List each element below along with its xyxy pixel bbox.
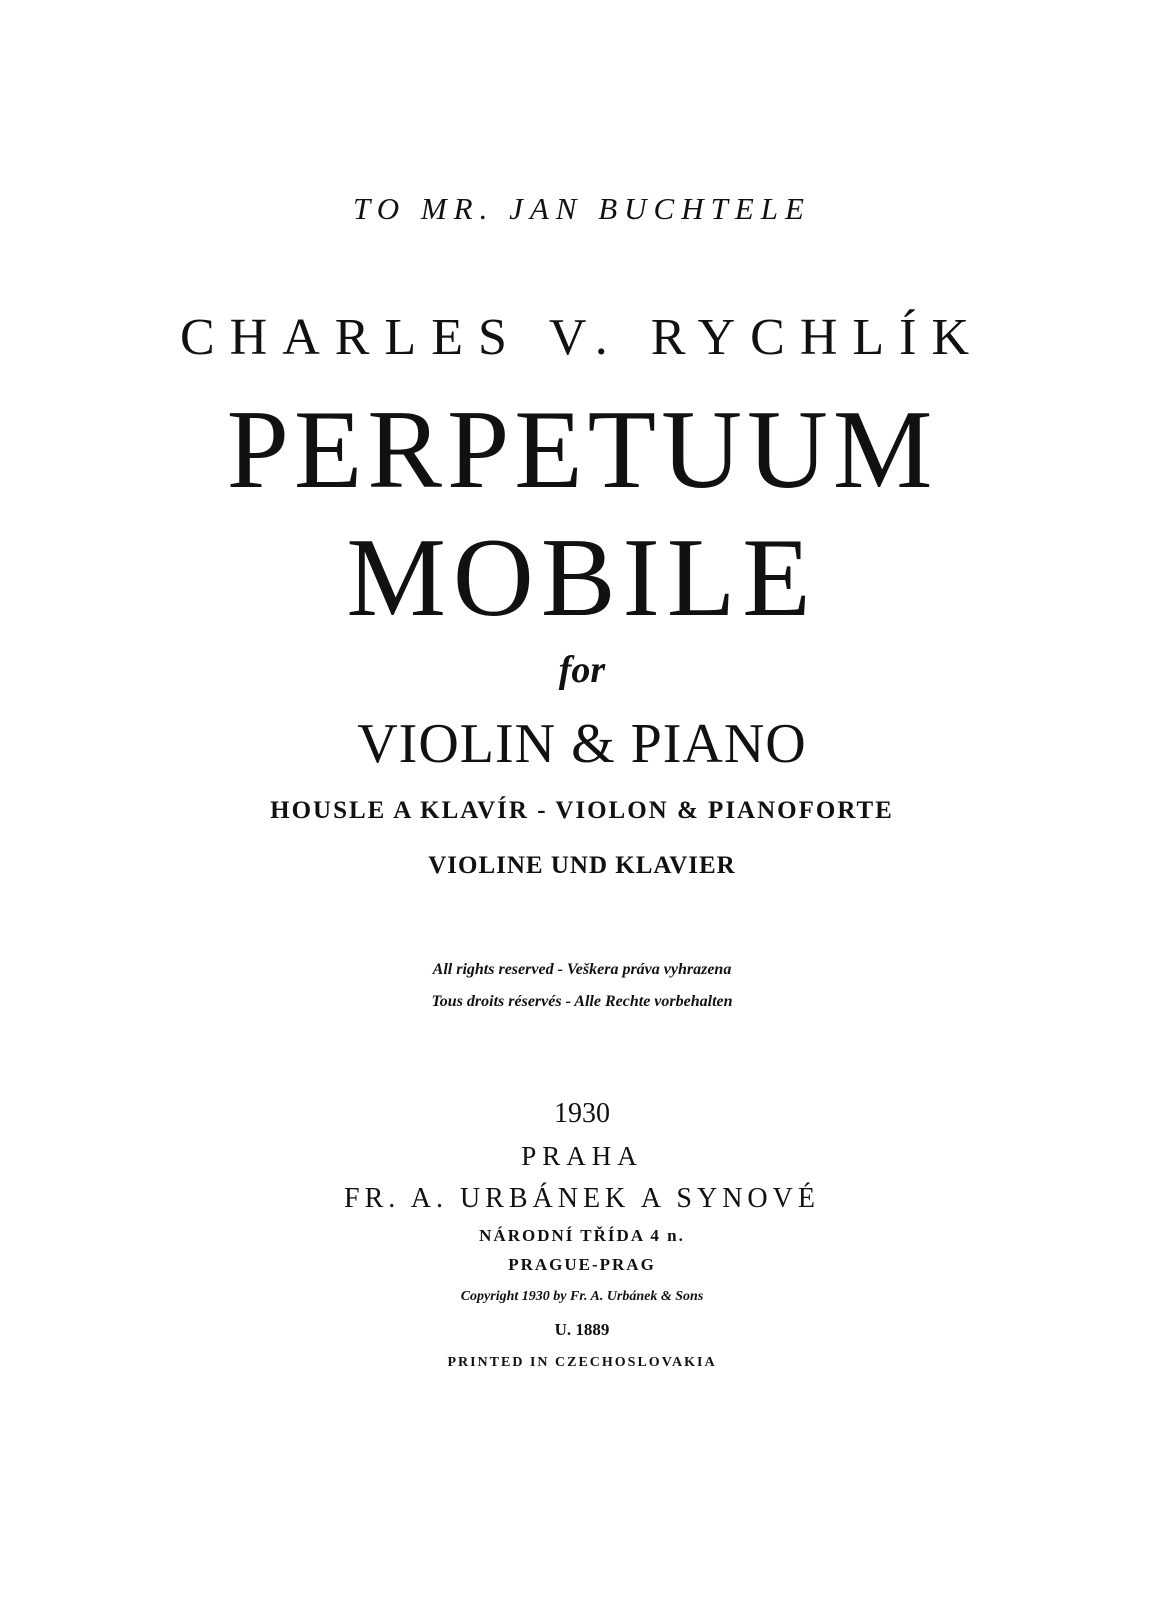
- for-label: for: [558, 649, 606, 691]
- plate-number: U. 1889: [554, 1320, 610, 1339]
- work-title-line-2: MOBILE: [346, 516, 818, 640]
- instrumentation-translation-2: VIOLINE UND KLAVIER: [428, 852, 736, 879]
- publisher-address: NÁRODNÍ TŘÍDA 4 n.: [479, 1226, 685, 1245]
- publisher-name: FR. A. URBÁNEK A SYNOVÉ: [344, 1183, 820, 1214]
- instrumentation: VIOLIN & PIANO: [357, 713, 807, 775]
- printed-in-notice: PRINTED IN CZECHOSLOVAKIA: [447, 1355, 717, 1370]
- composer-name: CHARLES V. RYCHLÍK: [179, 309, 985, 366]
- publication-year: 1930: [554, 1098, 610, 1129]
- publication-city-alt: PRAGUE-PRAG: [508, 1255, 656, 1274]
- rights-notice-2: Tous droits réservés - Alle Rechte vorbehalten: [431, 993, 733, 1010]
- copyright-notice: Copyright 1930 by Fr. A. Urbánek & Sons: [460, 1289, 704, 1304]
- rights-notice-1: All rights reserved - Veškera práva vyhrazena: [432, 961, 732, 978]
- work-title-line-1: PERPETUUM: [226, 388, 938, 512]
- dedication: TO MR. JAN BUCHTELE: [353, 191, 811, 226]
- instrumentation-translation-1: HOUSLE A KLAVÍR - VIOLON & PIANOFORTE: [270, 797, 894, 824]
- publication-city: PRAHA: [521, 1141, 643, 1171]
